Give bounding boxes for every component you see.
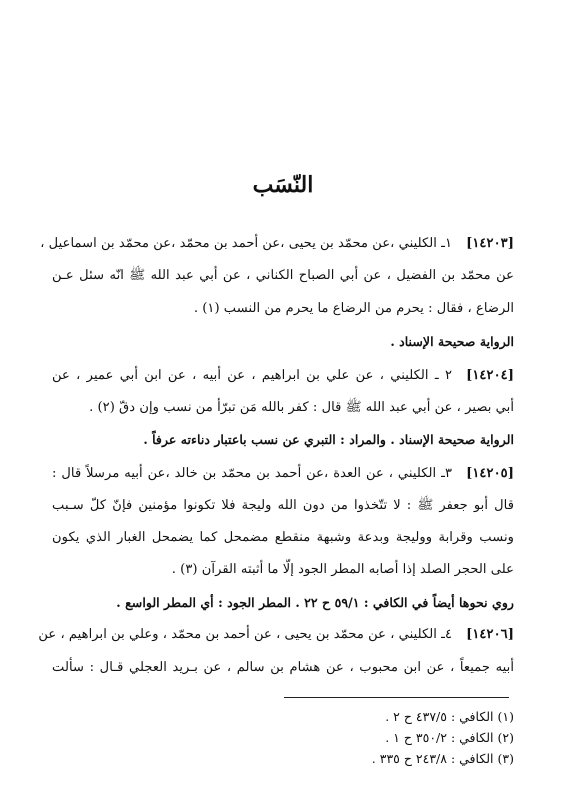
entry-14205-note: روي نحوها أيضاً في الكافي : ٥٩/١ ح ٢٢ . المطر الجود : أي المطر الواسع . [116, 595, 514, 610]
entry-number: [١٤٢٠٤] [466, 368, 514, 383]
entry-14203-line-2: عن محمّد بن الفضيل ، عن أبي الصباح الكناني ، عن أبي عبد الله ﷺ انّه سئل عـن [52, 268, 514, 283]
entry-14203-note: الرواية صحيحة الإسناد . [390, 334, 514, 349]
footnote-2: (٢) الكافي : ٣٥٠/٢ ح ١ . [385, 730, 514, 745]
entry-14206-line-1: [١٤٢٠٦]٤ـ الكليني ، عن محمّد بن يحيى ، عن أحمد بن محمّد ، وعلي بن ابراهيم ، عن [38, 627, 514, 642]
entry-number: [١٤٢٠٣] [466, 236, 514, 251]
entry-14203-line-3: الرضاع ، فقال : يحرم من الرضاع ما يحرم من النسب (١) . [193, 301, 514, 316]
entry-14205-line-4: على الحجر الصلد إذا أصابه المطر الجود إلّا ما أثبته القرآن (٣) . [171, 562, 514, 577]
chapter-title: النّسَب [252, 172, 314, 198]
entry-14205-line-3: ونسب وقرابة ووليجة وبدعة وشبهة منقطع مضمحل كما يضمحل الغبار الذي يكون [52, 530, 514, 545]
footnote-1: (١) الكافي : ٤٣٧/٥ ح ٢ . [385, 709, 514, 724]
entry-14204-line-2: أبي بصير ، عن أبي عبد الله ﷺ قال : كفر بالله مَن تبرّأ من نسب وإن دقّ (٢) . [89, 400, 514, 415]
entry-number: [١٤٢٠٦] [466, 627, 514, 642]
entry-14204-note: الرواية صحيحة الإسناد . والمراد : التبري عن نسب باعتبار دناءته عرفاً . [143, 432, 514, 447]
footnote-3: (٣) الكافي : ٢٤٣/٨ ح ٣٣٥ . [371, 751, 514, 766]
entry-number: [١٤٢٠٥] [466, 466, 514, 481]
entry-14203-line-1: [١٤٢٠٣]١ـ الكليني ،عن محمّد بن يحيى ،عن أحمد بن محمّد ،عن محمّد بن اسماعيل ، [40, 236, 514, 251]
footnote-separator [284, 697, 509, 698]
entry-14205-line-2: قال أبو جعفر ﷺ : لا تتّخذوا من دون الله وليجة فلا تكونوا مؤمنين فإنّ كلّ سـبب [52, 498, 514, 513]
entry-14205-line-1: [١٤٢٠٥]٣ـ الكليني ، عن العدة ،عن أحمد بن محمّد بن خالد ،عن أبيه مرسلاً قال : [52, 466, 514, 481]
entry-14204-line-1: [١٤٢٠٤]٢ ـ الكليني ، عن علي بن ابراهيم ، عن أبيه ، عن ابن أبي عمير ، عن [52, 368, 514, 383]
entry-14206-line-2: أبيه جميعاً ، عن ابن محبوب ، عن هشام بن سالم ، عن بـريد العجلي قـال : سألت [52, 660, 514, 675]
